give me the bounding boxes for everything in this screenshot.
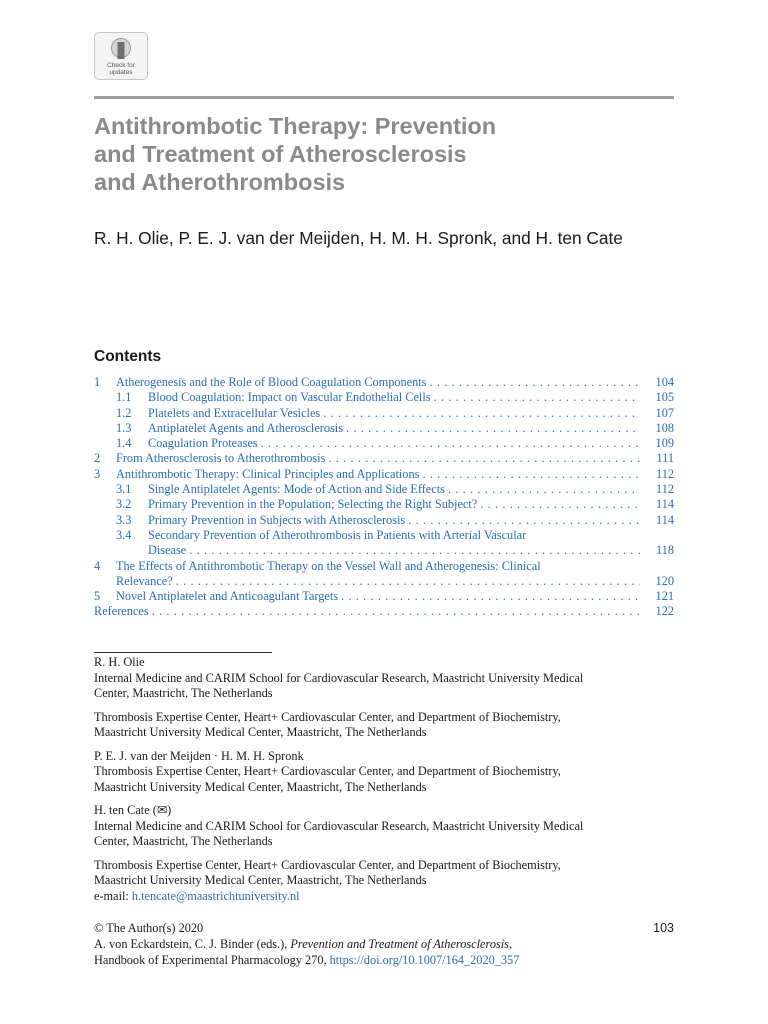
check-for-updates-badge[interactable] <box>94 32 148 80</box>
affiliation-line: Thrombosis Expertise Center, Heart+ Cardiovascular Center, and Department of Biochemistry, <box>94 709 561 724</box>
toc-entry-continuation[interactable] <box>94 543 674 558</box>
affiliation <box>94 803 684 850</box>
affiliation <box>94 655 684 702</box>
affiliation-line: Center, Maastricht, The Netherlands <box>94 686 273 700</box>
toc-number: 4 <box>94 558 101 573</box>
toc-title: Primary Prevention in Subjects with Atherosclerosis . . . <box>148 513 640 528</box>
header-rule <box>94 96 674 99</box>
affiliation-line: Thrombosis Expertise Center, Heart+ Cardiovascular Center, and Department of Biochemistry, <box>94 857 561 872</box>
toc-page: 120 <box>655 573 674 588</box>
affiliation-line: Maastricht University Medical Center, Maastricht, The Netherlands <box>94 779 427 794</box>
toc-page: 112 <box>656 466 674 481</box>
toc-title: The Effects of Antithrombotic Therapy on the Vessel Wall and Atherogenesis: Clinical <box>116 558 541 573</box>
affiliation-line: Thrombosis Expertise Center, Heart+ Cardiovascular Center, and Department of Biochemistry, <box>94 764 561 778</box>
toc-number: 3.4 <box>116 527 132 542</box>
toc-entry[interactable] <box>94 406 674 421</box>
table-of-contents <box>94 375 674 620</box>
toc-number: 1.1 <box>116 390 132 405</box>
title-line: and Atherothrombosis <box>94 169 346 195</box>
toc-number: 1.3 <box>116 420 132 435</box>
doi-link[interactable]: https://doi.org/10.1007/164_2020_357 <box>329 953 520 967</box>
series: Handbook of Experimental Pharmacology 270, <box>94 953 330 967</box>
toc-number: 3.3 <box>116 512 132 527</box>
toc-entry-continuation[interactable] <box>94 574 674 589</box>
title-line: and Treatment of Atherosclerosis <box>94 141 467 167</box>
toc-page: 122 <box>655 604 674 619</box>
toc-number: 5 <box>94 589 101 604</box>
email-link[interactable]: h.tencate@maastrichtuniversity.nl <box>131 888 300 903</box>
footnote-rule <box>94 652 272 653</box>
contents-heading: Contents <box>94 348 162 365</box>
toc-title: Atherogenesis and the Role of Blood Coagulation Components . . . <box>116 375 640 390</box>
toc-number: 1 <box>94 375 101 389</box>
toc-title: Antithrombotic Therapy: Clinical Principles and Applications . . . <box>116 467 640 482</box>
book-title: Prevention and Treatment of Atherosclerosis <box>290 937 509 951</box>
citation-line <box>94 936 674 952</box>
affiliation-line: Internal Medicine and CARIM School for Cardiovascular Research, Maastricht University Medical <box>94 818 584 833</box>
toc-number: 3.1 <box>116 482 132 497</box>
book-suffix: , <box>508 937 513 951</box>
toc-title: Platelets and Extracellular Vesicles . . . <box>148 406 640 421</box>
toc-number: 1.2 <box>116 405 132 420</box>
affiliation-line: Internal Medicine and CARIM School for Cardiovascular Research, Maastricht University Medical <box>94 670 584 685</box>
toc-entry[interactable] <box>94 451 674 466</box>
copyright: © The Author(s) 2020 <box>94 921 204 935</box>
toc-page: 111 <box>656 451 674 466</box>
affiliation-author: H. ten Cate (✉) <box>94 803 172 817</box>
toc-entry[interactable] <box>94 375 674 390</box>
badge-label: Check for updates <box>107 62 135 76</box>
toc-entry[interactable] <box>94 559 674 574</box>
toc-entry[interactable] <box>94 421 674 436</box>
toc-title: Coagulation Proteases . . . <box>148 436 640 451</box>
page-number: 103 <box>653 921 674 935</box>
affiliation <box>94 749 684 796</box>
toc-title: Secondary Prevention of Atherothrombosis in Patients with Arterial Vascular <box>148 527 527 542</box>
toc-page: 109 <box>655 436 674 451</box>
toc-number: 2 <box>94 451 101 466</box>
toc-title: References . . . <box>94 604 640 619</box>
chapter-title <box>94 112 674 196</box>
crossmark-icon <box>110 37 132 61</box>
toc-number: 3 <box>94 466 101 481</box>
toc-page: 104 <box>655 375 674 389</box>
toc-page: 112 <box>656 482 674 497</box>
series-line <box>94 952 674 968</box>
toc-title: Single Antiplatelet Agents: Mode of Action and Side Effects . . . <box>148 482 640 497</box>
toc-page: 118 <box>656 543 674 558</box>
affiliation-author: P. E. J. van der Meijden · H. M. H. Spronk <box>94 748 304 763</box>
toc-entry[interactable] <box>94 589 674 604</box>
affiliation <box>94 858 684 905</box>
title-line: Antithrombotic Therapy: Prevention <box>94 113 497 139</box>
toc-page: 121 <box>655 589 674 604</box>
affiliation-author: R. H. Olie <box>94 655 145 669</box>
toc-entry[interactable] <box>94 482 674 497</box>
affiliation-line: Maastricht University Medical Center, Maastricht, The Netherlands <box>94 873 427 887</box>
toc-title: Blood Coagulation: Impact on Vascular Endothelial Cells . . . <box>148 390 640 405</box>
toc-title: From Atherosclerosis to Atherothrombosis . . . <box>116 451 640 466</box>
toc-page: 108 <box>655 420 674 435</box>
toc-page: 107 <box>655 405 674 420</box>
toc-entry[interactable] <box>94 497 674 512</box>
toc-title: Primary Prevention in the Population; Selecting the Right Subject? . . . <box>148 497 640 512</box>
toc-entry[interactable] <box>94 436 674 451</box>
editors: A. von Eckardstein, C. J. Binder (eds.), <box>94 937 291 951</box>
affiliations <box>94 655 684 912</box>
email-line <box>94 889 684 905</box>
affiliation-line: Maastricht University Medical Center, Maastricht, The Netherlands <box>94 725 427 739</box>
toc-number: 3.2 <box>116 497 132 512</box>
affiliation-line: Center, Maastricht, The Netherlands <box>94 834 273 848</box>
page-footer <box>94 920 674 968</box>
author-list: R. H. Olie, P. E. J. van der Meijden, H. M. H. Spronk, and H. ten Cate <box>94 228 623 248</box>
toc-page: 105 <box>655 390 674 405</box>
toc-entry[interactable] <box>94 513 674 528</box>
toc-title: Disease . . . <box>94 543 640 558</box>
toc-title: Novel Antiplatelet and Anticoagulant Targets . . . <box>116 589 640 604</box>
toc-page: 114 <box>656 497 674 512</box>
affiliation <box>94 710 684 741</box>
toc-entry[interactable] <box>94 528 674 543</box>
toc-entry[interactable] <box>94 467 674 482</box>
toc-page: 114 <box>656 512 674 527</box>
toc-number: 1.4 <box>116 436 132 451</box>
toc-title: Antiplatelet Agents and Atherosclerosis . . . <box>148 421 640 436</box>
toc-title: Relevance? . . . <box>94 574 640 589</box>
email-label: e-mail: <box>94 888 132 903</box>
toc-entry-references[interactable] <box>94 604 674 619</box>
toc-entry[interactable] <box>94 390 674 405</box>
